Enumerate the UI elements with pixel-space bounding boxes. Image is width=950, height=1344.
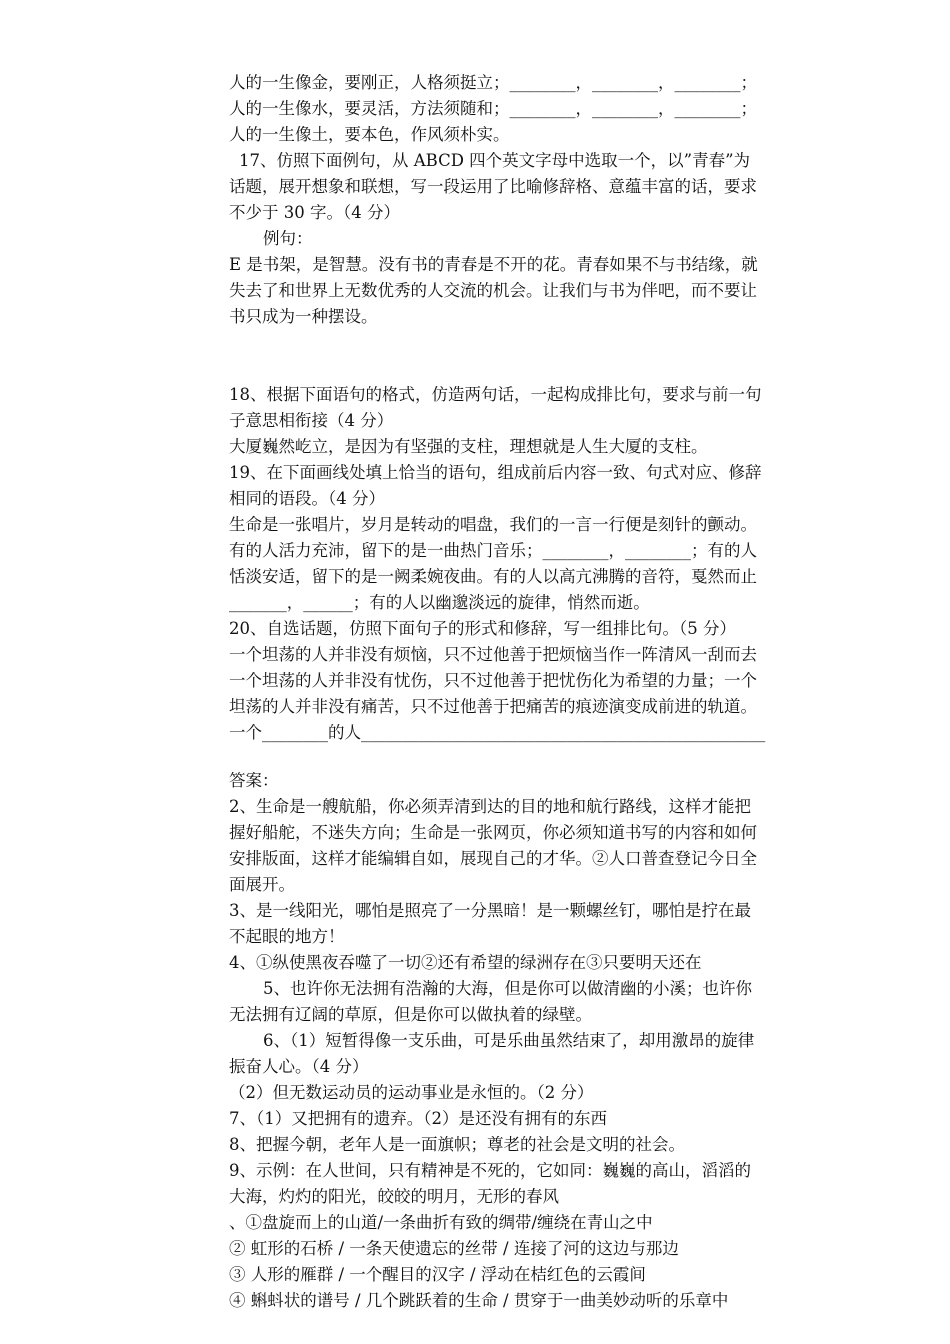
answer-item: ③ 人形的雁群 / 一个醒目的汉字 / 浮动在桔红色的云霞间 — [229, 1265, 646, 1284]
spacer — [229, 746, 849, 768]
answer-6: 6、（1）短暂得像一支乐曲，可是乐曲虽然结束了，却用激昂的旋律 — [263, 1031, 755, 1050]
answer-7: 7、（1）又把拥有的遗弃。（2）是还没有拥有的东西 — [229, 1109, 607, 1128]
document-page — [229, 70, 849, 1314]
text-line: 面展开。 — [229, 875, 295, 894]
answer-item: ② 虹形的石桥 / 一条天使遗忘的丝带 / 连接了河的这边与那边 — [229, 1239, 679, 1258]
text-line: 书只成为一种摆设。 — [229, 307, 378, 326]
question-18: 18、根据下面语句的格式，仿造两句话，一起构成排比句，要求与前一句 — [229, 385, 762, 404]
answer-4: 4、①纵使黑夜吞噬了一切②还有希望的绿洲存在③只要明天还在 — [229, 953, 702, 972]
text-line: 无法拥有辽阔的草原，但是你可以做执着的绿壁。 — [229, 1005, 592, 1024]
question-20: 20、自选话题，仿照下面句子的形式和修辞，写一组排比句。（5 分） — [229, 619, 736, 638]
answer-8: 8、把握今朝，老年人是一面旗帜；尊老的社会是文明的社会。 — [229, 1135, 685, 1154]
text-line: 恬淡安适，留下的是一阙柔婉夜曲。有的人以高亢沸腾的音符，戛然而止 — [229, 567, 757, 586]
text-line: 人的一生像水，要灵活，方法须随和；________，________，________； — [229, 99, 757, 118]
text-line: 大海，灼灼的阳光，皎皎的明月，无形的春风 — [229, 1187, 559, 1206]
text-line: 安排版面，这样才能编辑自如，展现自己的才华。②人口普查登记今日全 — [229, 849, 757, 868]
text-line: 坦荡的人并非没有痛苦，只不过他善于把痛苦的痕迹演变成前进的轨道。 — [229, 697, 757, 716]
text-line: 话题，展开想象和联想，写一段运用了比喻修辞格、意蕴丰富的话，要求 — [229, 177, 757, 196]
question-17: 17、仿照下面例句，从 ABCD 四个英文字母中选取一个，以”青春”为 — [239, 151, 751, 170]
question-19: 19、在下面画线处填上恰当的语句，组成前后内容一致、句式对应、修辞 — [229, 463, 762, 482]
answer-5: 5、也许你无法拥有浩瀚的大海，但是你可以做清幽的小溪；也许你 — [263, 979, 752, 998]
answer-3: 3、是一线阳光，哪怕是照亮了一分黑暗！是一颗螺丝钉，哪怕是拧在最 — [229, 901, 751, 920]
text-line: 失去了和世界上无数优秀的人交流的机会。让我们与书为伴吧，而不要让 — [229, 281, 757, 300]
text-line: 握好船舵，不迷失方向；生命是一张网页，你必须知道书写的内容和如何 — [229, 823, 757, 842]
text-line: 人的一生像金，要刚正，人格须挺立；________，________，________； — [229, 73, 757, 92]
text-line: 相同的语段。（4 分） — [229, 489, 385, 508]
spacer — [229, 330, 849, 382]
answer-9: 9、示例：在人世间，只有精神是不死的，它如同：巍巍的高山，滔滔的 — [229, 1161, 751, 1180]
text-line: 子意思相衔接（4 分） — [229, 411, 394, 430]
text-line: 一个坦荡的人并非没有烦恼，只不过他善于把烦恼当作一阵清风一刮而去 — [229, 645, 757, 664]
text-line: 一个坦荡的人并非没有忧伤，只不过他善于把忧伤化为希望的力量；一个 — [229, 671, 757, 690]
text-line: 生命是一张唱片，岁月是转动的唱盘，我们的一言一行便是刻针的颤动。 — [229, 515, 757, 534]
text-line: _______，______；有的人以幽邈淡远的旋律，悄然而逝。 — [229, 593, 650, 612]
answer-blank-line: 一个________的人_________________________________________________ — [229, 723, 766, 742]
text-line: 人的一生像土，要本色，作风须朴实。 — [229, 125, 510, 144]
answer-2: 2、生命是一艘航船，你必须弄清到达的目的地和航行路线，这样才能把 — [229, 797, 751, 816]
text-line: 振奋人心。（4 分） — [229, 1057, 369, 1076]
text-line: E 是书架，是智慧。没有书的青春是不开的花。青春如果不与书结缘，就 — [229, 255, 758, 274]
text-line: 有的人活力充沛，留下的是一曲热门音乐；________，________；有的人 — [229, 541, 757, 560]
answer-item: ④ 蝌蚪状的谱号 / 几个跳跃着的生命 / 贯穿于一曲美妙动听的乐章中 — [229, 1291, 729, 1310]
answer-item: 、①盘旋而上的山道/一条曲折有致的绸带/缠绕在青山之中 — [229, 1213, 653, 1232]
text-line: （2）但无数运动员的运动事业是永恒的。（2 分） — [229, 1083, 594, 1102]
text-line: 大厦巍然屹立，是因为有坚强的支柱，理想就是人生大厦的支柱。 — [229, 437, 708, 456]
answers-heading: 答案： — [229, 771, 279, 790]
text-line: 不起眼的地方！ — [229, 927, 345, 946]
text-line: 不少于 30 字。（4 分） — [229, 203, 400, 222]
example-label: 例句： — [263, 229, 313, 248]
